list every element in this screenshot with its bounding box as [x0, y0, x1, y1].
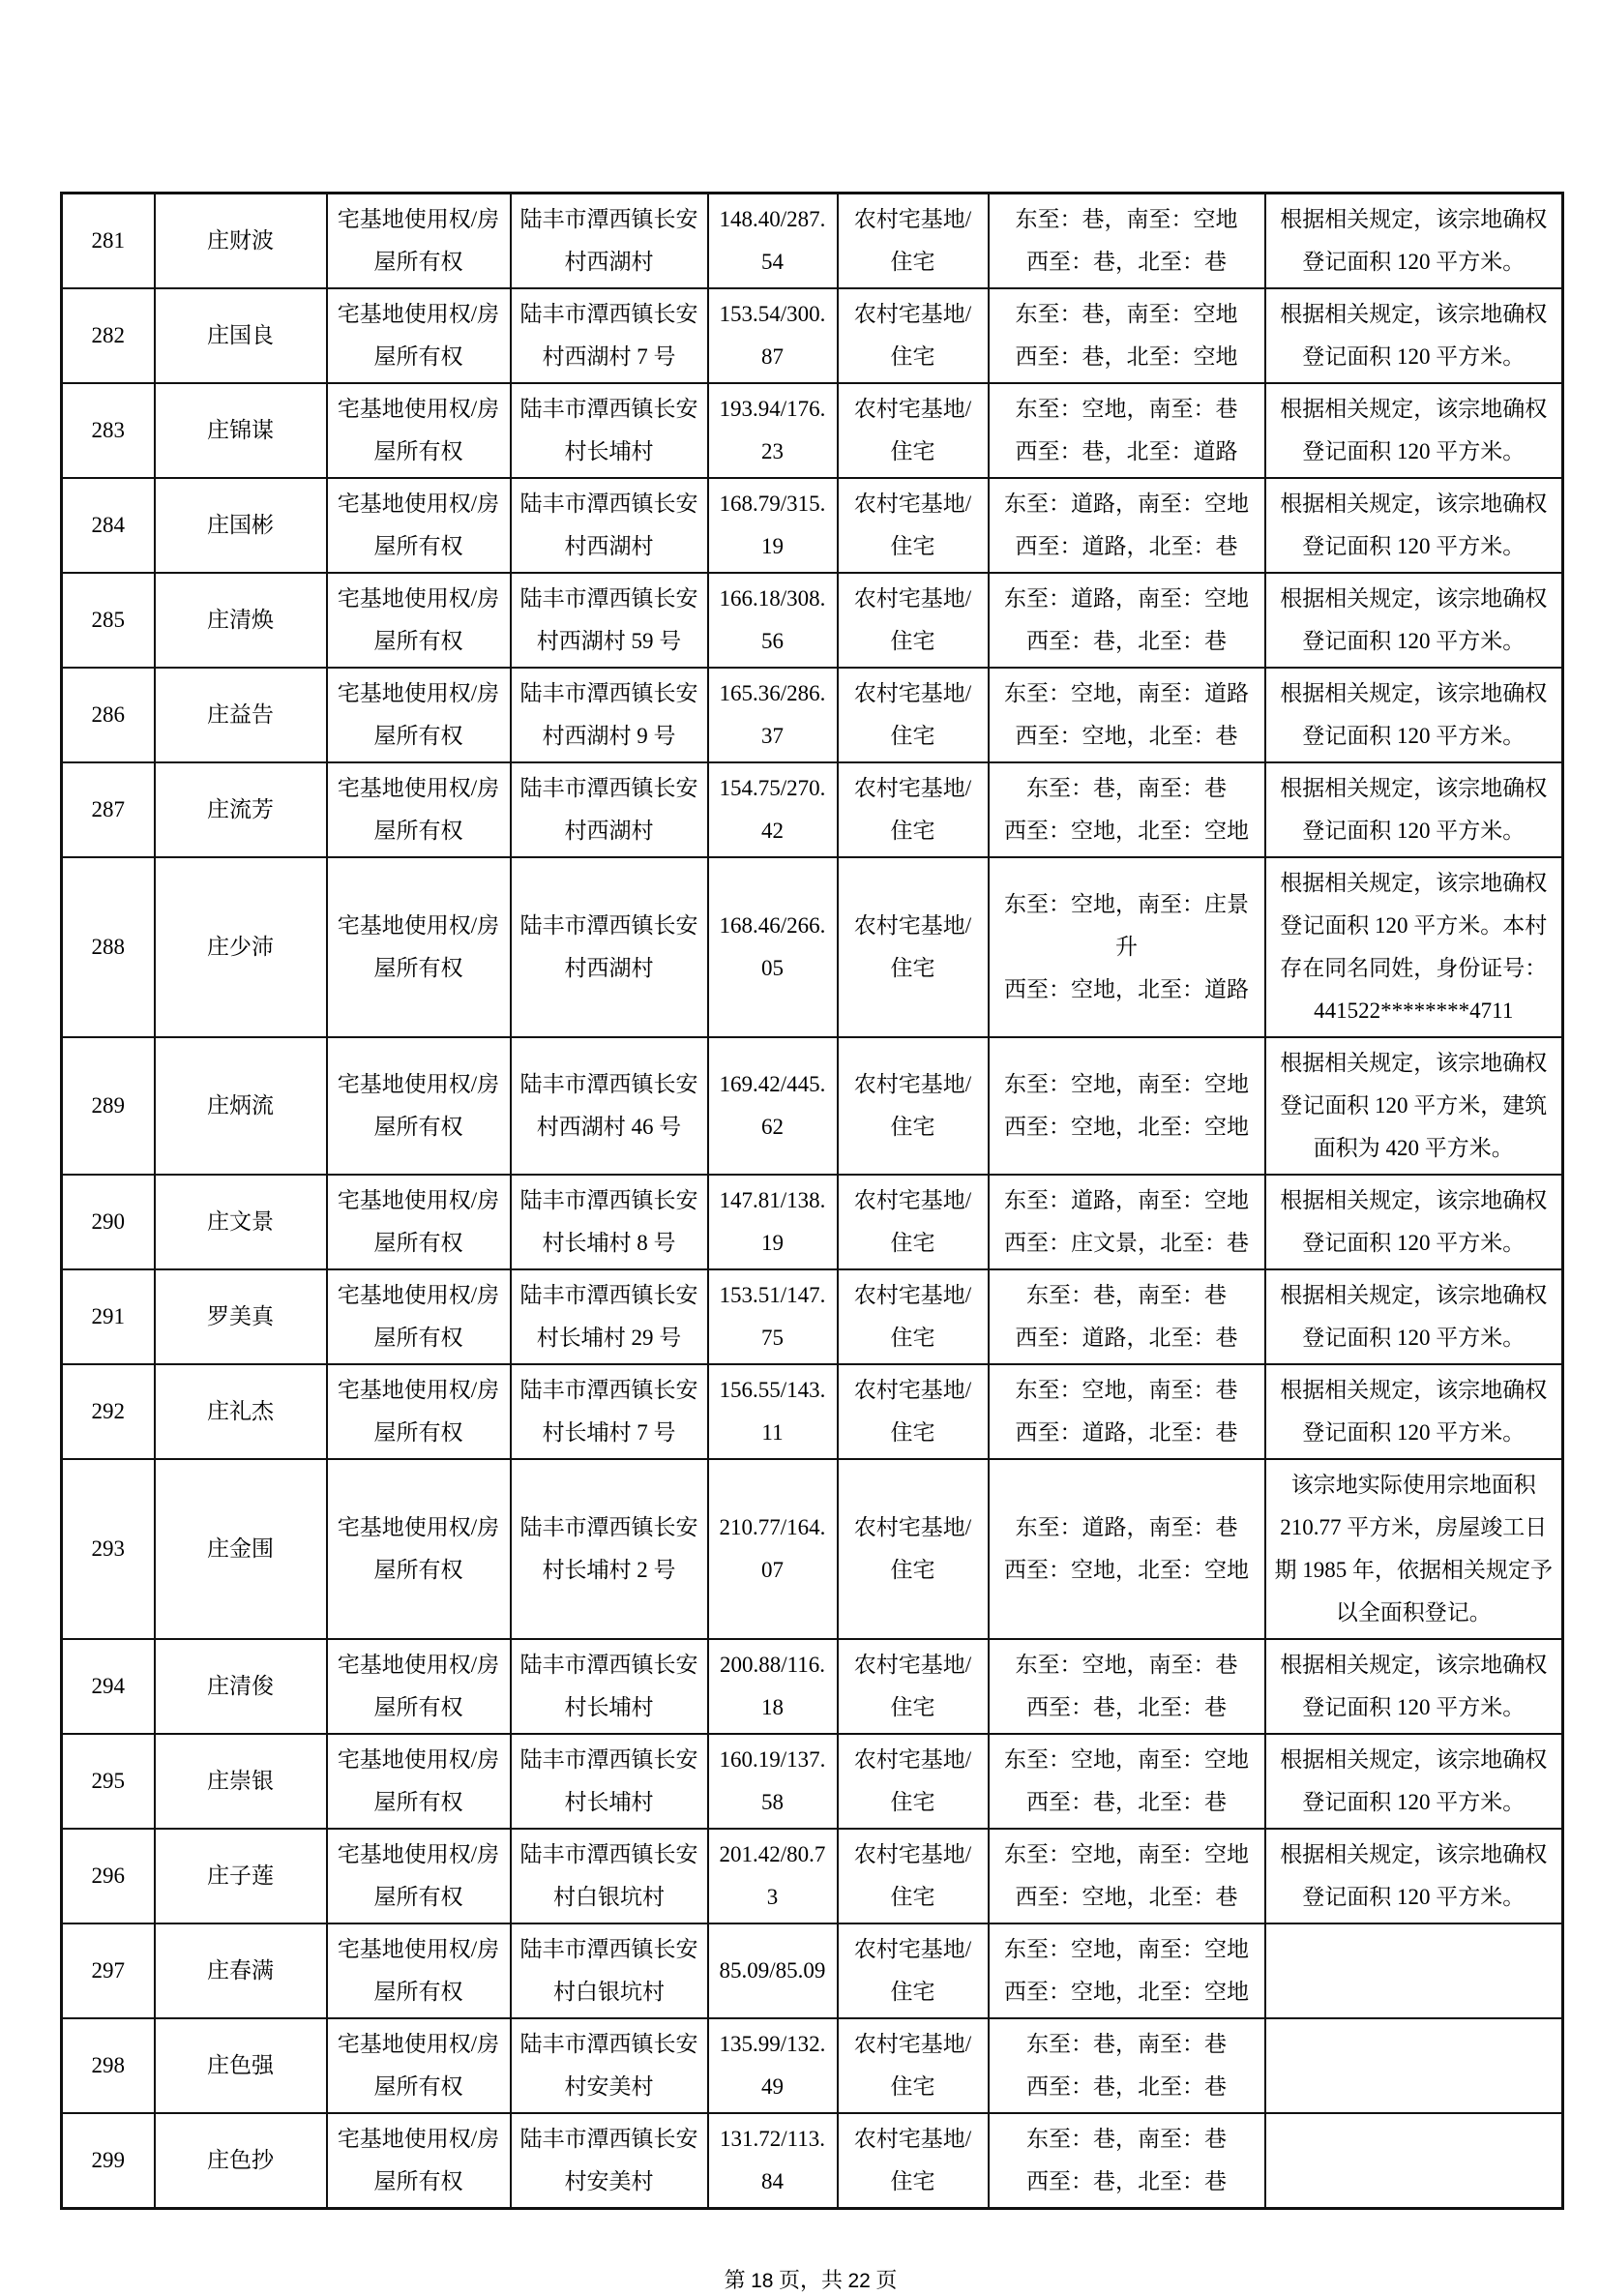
cell-serial-number: 294: [62, 1639, 155, 1734]
cell-serial-number: 281: [62, 194, 155, 289]
cell-serial-number: 283: [62, 383, 155, 478]
cell-address: 陆丰市潭西镇长安村白银坑村: [511, 1829, 708, 1923]
cell-right-type: 宅基地使用权/房屋所有权: [327, 1734, 511, 1829]
cell-land-type: 农村宅基地/住宅: [838, 2113, 989, 2209]
cell-address: 陆丰市潭西镇长安村长埔村 29 号: [511, 1269, 708, 1364]
cell-remark: 根据相关规定，该宗地确权登记面积 120 平方米。: [1265, 762, 1563, 857]
cell-owner-name: 庄国彬: [155, 478, 327, 573]
boundary-west-north: 西至：庄文景，北至：巷: [1004, 1231, 1249, 1255]
cell-address: 陆丰市潭西镇长安村长埔村: [511, 383, 708, 478]
boundary-west-north: 西至：巷，北至：巷: [1026, 1695, 1227, 1719]
cell-remark: 根据相关规定，该宗地确权登记面积 120 平方米。: [1265, 1364, 1563, 1459]
footer-page-number: 18: [751, 2270, 774, 2292]
cell-right-type: 宅基地使用权/房屋所有权: [327, 762, 511, 857]
boundary-east-south: 东至：空地，南至：空地: [1004, 1842, 1249, 1866]
boundary-west-north: 西至：巷，北至：巷: [1026, 2074, 1227, 2099]
table-row: [62, 1175, 1563, 1269]
cell-area: 210.77/164.07: [708, 1459, 838, 1639]
cell-serial-number: 287: [62, 762, 155, 857]
cell-address: 陆丰市潭西镇长安村长埔村: [511, 1639, 708, 1734]
table-body: [62, 194, 1563, 2209]
table-row: [62, 288, 1563, 383]
cell-right-type: 宅基地使用权/房屋所有权: [327, 1459, 511, 1639]
cell-remark: 根据相关规定，该宗地确权登记面积 120 平方米。: [1265, 194, 1563, 289]
cell-area: 135.99/132.49: [708, 2018, 838, 2113]
cell-serial-number: 285: [62, 573, 155, 668]
cell-boundaries: [989, 1829, 1265, 1923]
cell-land-type: 农村宅基地/住宅: [838, 288, 989, 383]
cell-address: 陆丰市潭西镇长安村西湖村: [511, 194, 708, 289]
cell-land-type: 农村宅基地/住宅: [838, 1923, 989, 2018]
cell-boundaries: [989, 288, 1265, 383]
cell-area: 166.18/308.56: [708, 573, 838, 668]
cell-serial-number: 295: [62, 1734, 155, 1829]
boundary-west-north: 西至：道路，北至：巷: [1015, 1420, 1238, 1445]
cell-owner-name: 庄清俊: [155, 1639, 327, 1734]
cell-serial-number: 288: [62, 857, 155, 1037]
cell-right-type: 宅基地使用权/房屋所有权: [327, 668, 511, 762]
cell-land-type: 农村宅基地/住宅: [838, 194, 989, 289]
cell-boundaries: [989, 1364, 1265, 1459]
cell-serial-number: 296: [62, 1829, 155, 1923]
boundary-east-south: 东至：道路，南至：空地: [1004, 586, 1249, 611]
table-row: [62, 857, 1563, 1037]
cell-land-type: 农村宅基地/住宅: [838, 762, 989, 857]
boundary-west-north: 西至：道路，北至：巷: [1015, 1326, 1238, 1350]
boundary-east-south: 东至：道路，南至：巷: [1015, 1515, 1238, 1539]
cell-owner-name: 庄礼杰: [155, 1364, 327, 1459]
cell-area: 160.19/137.58: [708, 1734, 838, 1829]
cell-serial-number: 298: [62, 2018, 155, 2113]
table-row: [62, 194, 1563, 289]
cell-boundaries: [989, 383, 1265, 478]
boundary-east-south: 东至：空地，南至：巷: [1015, 397, 1238, 421]
cell-area: 131.72/113.84: [708, 2113, 838, 2209]
cell-address: 陆丰市潭西镇长安村长埔村: [511, 1734, 708, 1829]
footer-prefix: 第: [724, 2268, 752, 2292]
cell-address: 陆丰市潭西镇长安村西湖村 9 号: [511, 668, 708, 762]
cell-right-type: 宅基地使用权/房屋所有权: [327, 857, 511, 1037]
boundary-east-south: 东至：空地，南至：巷: [1015, 1378, 1238, 1402]
boundary-east-south: 东至：巷，南至：巷: [1026, 776, 1227, 800]
cell-area: 153.54/300.87: [708, 288, 838, 383]
cell-land-type: 农村宅基地/住宅: [838, 478, 989, 573]
cell-serial-number: 290: [62, 1175, 155, 1269]
cell-address: 陆丰市潭西镇长安村西湖村: [511, 478, 708, 573]
cell-remark: 根据相关规定，该宗地确权登记面积 120 平方米。: [1265, 668, 1563, 762]
cell-address: 陆丰市潭西镇长安村西湖村 46 号: [511, 1037, 708, 1175]
cell-right-type: 宅基地使用权/房屋所有权: [327, 1037, 511, 1175]
cell-boundaries: [989, 2113, 1265, 2209]
cell-area: 168.46/266.05: [708, 857, 838, 1037]
table-row: [62, 1364, 1563, 1459]
cell-land-type: 农村宅基地/住宅: [838, 1364, 989, 1459]
table-row: [62, 1639, 1563, 1734]
cell-boundaries: [989, 1175, 1265, 1269]
cell-owner-name: 庄金围: [155, 1459, 327, 1639]
table-row: [62, 1923, 1563, 2018]
cell-right-type: 宅基地使用权/房屋所有权: [327, 478, 511, 573]
cell-right-type: 宅基地使用权/房屋所有权: [327, 1364, 511, 1459]
cell-owner-name: 庄炳流: [155, 1037, 327, 1175]
cell-area: 201.42/80.73: [708, 1829, 838, 1923]
boundary-east-south: 东至：空地，南至：空地: [1004, 1072, 1249, 1096]
cell-remark: 根据相关规定，该宗地确权登记面积 120 平方米。本村存在同名同姓，身份证号：441522********4711: [1265, 857, 1563, 1037]
table-row: [62, 1829, 1563, 1923]
cell-address: 陆丰市潭西镇长安村长埔村 8 号: [511, 1175, 708, 1269]
cell-serial-number: 284: [62, 478, 155, 573]
cell-boundaries: [989, 1639, 1265, 1734]
cell-serial-number: 293: [62, 1459, 155, 1639]
table-row: [62, 1269, 1563, 1364]
boundary-west-north: 西至：空地，北至：空地: [1004, 1558, 1249, 1582]
table-row: [62, 478, 1563, 573]
cell-land-type: 农村宅基地/住宅: [838, 857, 989, 1037]
footer-total-pages: 22: [847, 2270, 871, 2292]
cell-owner-name: 庄少沛: [155, 857, 327, 1037]
cell-address: 陆丰市潭西镇长安村西湖村: [511, 857, 708, 1037]
cell-right-type: 宅基地使用权/房屋所有权: [327, 288, 511, 383]
cell-boundaries: [989, 1037, 1265, 1175]
table-row: [62, 2113, 1563, 2209]
boundary-east-south: 东至：空地，南至：空地: [1004, 1747, 1249, 1772]
cell-boundaries: [989, 1269, 1265, 1364]
cell-owner-name: 庄崇银: [155, 1734, 327, 1829]
boundary-west-north: 西至：巷，北至：巷: [1026, 2169, 1227, 2193]
boundary-west-north: 西至：空地，北至：空地: [1004, 1980, 1249, 2004]
cell-address: 陆丰市潭西镇长安村安美村: [511, 2113, 708, 2209]
boundary-west-north: 西至：道路，北至：巷: [1015, 534, 1238, 558]
cell-owner-name: 庄锦谋: [155, 383, 327, 478]
cell-area: 193.94/176.23: [708, 383, 838, 478]
cell-boundaries: [989, 668, 1265, 762]
boundary-west-north: 西至：巷，北至：道路: [1015, 439, 1238, 463]
page-footer: [60, 2266, 1561, 2296]
cell-boundaries: [989, 762, 1265, 857]
boundary-west-north: 西至：巷，北至：巷: [1026, 1790, 1227, 1814]
table-row: [62, 1459, 1563, 1639]
cell-boundaries: [989, 857, 1265, 1037]
cell-address: 陆丰市潭西镇长安村安美村: [511, 2018, 708, 2113]
cell-remark: 根据相关规定，该宗地确权登记面积 120 平方米。: [1265, 1269, 1563, 1364]
cell-remark: 根据相关规定，该宗地确权登记面积 120 平方米。: [1265, 288, 1563, 383]
cell-remark: 根据相关规定，该宗地确权登记面积 120 平方米。: [1265, 1829, 1563, 1923]
boundary-west-north: 西至：空地，北至：空地: [1004, 1115, 1249, 1139]
boundary-east-south: 东至：巷，南至：空地: [1015, 302, 1238, 326]
cell-boundaries: [989, 2018, 1265, 2113]
table-row: [62, 762, 1563, 857]
cell-land-type: 农村宅基地/住宅: [838, 383, 989, 478]
cell-right-type: 宅基地使用权/房屋所有权: [327, 383, 511, 478]
cell-serial-number: 297: [62, 1923, 155, 2018]
boundary-east-south: 东至：巷，南至：巷: [1026, 1283, 1227, 1307]
cell-remark: 根据相关规定，该宗地确权登记面积 120 平方米，建筑面积为 420 平方米。: [1265, 1037, 1563, 1175]
cell-area: 168.79/315.19: [708, 478, 838, 573]
boundary-west-north: 西至：巷，北至：空地: [1015, 344, 1238, 369]
boundary-west-north: 西至：空地，北至：巷: [1015, 1885, 1238, 1909]
cell-land-type: 农村宅基地/住宅: [838, 1639, 989, 1734]
boundary-east-south: 东至：空地，南至：道路: [1004, 681, 1249, 705]
cell-owner-name: 庄春满: [155, 1923, 327, 2018]
footer-middle: 页，共: [773, 2268, 848, 2292]
cell-right-type: 宅基地使用权/房屋所有权: [327, 1829, 511, 1923]
cell-boundaries: [989, 478, 1265, 573]
table-row: [62, 2018, 1563, 2113]
table-row: [62, 1734, 1563, 1829]
cell-area: 169.42/445.62: [708, 1037, 838, 1175]
cell-area: 147.81/138.19: [708, 1175, 838, 1269]
cell-right-type: 宅基地使用权/房屋所有权: [327, 1175, 511, 1269]
cell-owner-name: 庄益告: [155, 668, 327, 762]
cell-right-type: 宅基地使用权/房屋所有权: [327, 2113, 511, 2209]
cell-owner-name: 庄清焕: [155, 573, 327, 668]
cell-serial-number: 282: [62, 288, 155, 383]
table-row: [62, 383, 1563, 478]
table-row: [62, 573, 1563, 668]
cell-land-type: 农村宅基地/住宅: [838, 668, 989, 762]
cell-address: 陆丰市潭西镇长安村西湖村 59 号: [511, 573, 708, 668]
cell-owner-name: 庄子莲: [155, 1829, 327, 1923]
cell-address: 陆丰市潭西镇长安村西湖村: [511, 762, 708, 857]
cell-remark: 根据相关规定，该宗地确权登记面积 120 平方米。: [1265, 383, 1563, 478]
cell-owner-name: 庄财波: [155, 194, 327, 289]
cell-boundaries: [989, 1734, 1265, 1829]
cell-land-type: 农村宅基地/住宅: [838, 1829, 989, 1923]
cell-serial-number: 286: [62, 668, 155, 762]
cell-area: 156.55/143.11: [708, 1364, 838, 1459]
cell-remark: 根据相关规定，该宗地确权登记面积 120 平方米。: [1265, 1734, 1563, 1829]
boundary-west-north: 西至：巷，北至：巷: [1026, 250, 1227, 274]
cell-boundaries: [989, 194, 1265, 289]
cell-land-type: 农村宅基地/住宅: [838, 1175, 989, 1269]
cell-right-type: 宅基地使用权/房屋所有权: [327, 1269, 511, 1364]
cell-remark: 根据相关规定，该宗地确权登记面积 120 平方米。: [1265, 1175, 1563, 1269]
boundary-east-south: 东至：空地，南至：空地: [1004, 1937, 1249, 1961]
cell-remark: [1265, 2018, 1563, 2113]
table-row: [62, 668, 1563, 762]
boundary-east-south: 东至：巷，南至：空地: [1015, 207, 1238, 231]
cell-owner-name: 庄文景: [155, 1175, 327, 1269]
cell-boundaries: [989, 1459, 1265, 1639]
cell-right-type: 宅基地使用权/房屋所有权: [327, 2018, 511, 2113]
cell-area: 85.09/85.09: [708, 1923, 838, 2018]
cell-address: 陆丰市潭西镇长安村西湖村 7 号: [511, 288, 708, 383]
cell-land-type: 农村宅基地/住宅: [838, 1734, 989, 1829]
cell-area: 148.40/287.54: [708, 194, 838, 289]
cell-remark: 根据相关规定，该宗地确权登记面积 120 平方米。: [1265, 478, 1563, 573]
boundary-east-south: 东至：道路，南至：空地: [1004, 492, 1249, 516]
land-registration-table: [60, 192, 1564, 2210]
cell-address: 陆丰市潭西镇长安村长埔村 2 号: [511, 1459, 708, 1639]
cell-serial-number: 289: [62, 1037, 155, 1175]
cell-right-type: 宅基地使用权/房屋所有权: [327, 1923, 511, 2018]
cell-land-type: 农村宅基地/住宅: [838, 1269, 989, 1364]
cell-remark: [1265, 1923, 1563, 2018]
cell-address: 陆丰市潭西镇长安村白银坑村: [511, 1923, 708, 2018]
cell-owner-name: 庄色抄: [155, 2113, 327, 2209]
cell-serial-number: 291: [62, 1269, 155, 1364]
cell-owner-name: 庄流芳: [155, 762, 327, 857]
cell-area: 200.88/116.18: [708, 1639, 838, 1734]
cell-address: 陆丰市潭西镇长安村长埔村 7 号: [511, 1364, 708, 1459]
cell-area: 154.75/270.42: [708, 762, 838, 857]
cell-boundaries: [989, 573, 1265, 668]
cell-remark: [1265, 2113, 1563, 2209]
table-row: [62, 1037, 1563, 1175]
cell-area: 153.51/147.75: [708, 1269, 838, 1364]
boundary-west-north: 西至：空地，北至：道路: [1004, 977, 1249, 1001]
cell-remark: 该宗地实际使用宗地面积 210.77 平方米，房屋竣工日期 1985 年，依据相关规定予以全面积登记。: [1265, 1459, 1563, 1639]
boundary-west-north: 西至：巷，北至：巷: [1026, 629, 1227, 653]
cell-boundaries: [989, 1923, 1265, 2018]
cell-owner-name: 庄色强: [155, 2018, 327, 2113]
cell-remark: 根据相关规定，该宗地确权登记面积 120 平方米。: [1265, 573, 1563, 668]
cell-owner-name: 庄国良: [155, 288, 327, 383]
cell-area: 165.36/286.37: [708, 668, 838, 762]
cell-remark: 根据相关规定，该宗地确权登记面积 120 平方米。: [1265, 1639, 1563, 1734]
boundary-west-north: 西至：空地，北至：空地: [1004, 819, 1249, 843]
boundary-east-south: 东至：巷，南至：巷: [1026, 2127, 1227, 2151]
cell-land-type: 农村宅基地/住宅: [838, 1459, 989, 1639]
cell-land-type: 农村宅基地/住宅: [838, 2018, 989, 2113]
footer-suffix: 页: [870, 2268, 898, 2292]
cell-right-type: 宅基地使用权/房屋所有权: [327, 573, 511, 668]
boundary-east-south: 东至：空地，南至：庄景升: [1004, 892, 1249, 959]
boundary-east-south: 东至：巷，南至：巷: [1026, 2032, 1227, 2056]
cell-land-type: 农村宅基地/住宅: [838, 573, 989, 668]
cell-owner-name: 罗美真: [155, 1269, 327, 1364]
cell-serial-number: 299: [62, 2113, 155, 2209]
boundary-east-south: 东至：道路，南至：空地: [1004, 1188, 1249, 1212]
cell-right-type: 宅基地使用权/房屋所有权: [327, 194, 511, 289]
boundary-west-north: 西至：空地，北至：巷: [1015, 724, 1238, 748]
cell-land-type: 农村宅基地/住宅: [838, 1037, 989, 1175]
cell-right-type: 宅基地使用权/房屋所有权: [327, 1639, 511, 1734]
cell-serial-number: 292: [62, 1364, 155, 1459]
boundary-east-south: 东至：空地，南至：巷: [1015, 1653, 1238, 1677]
